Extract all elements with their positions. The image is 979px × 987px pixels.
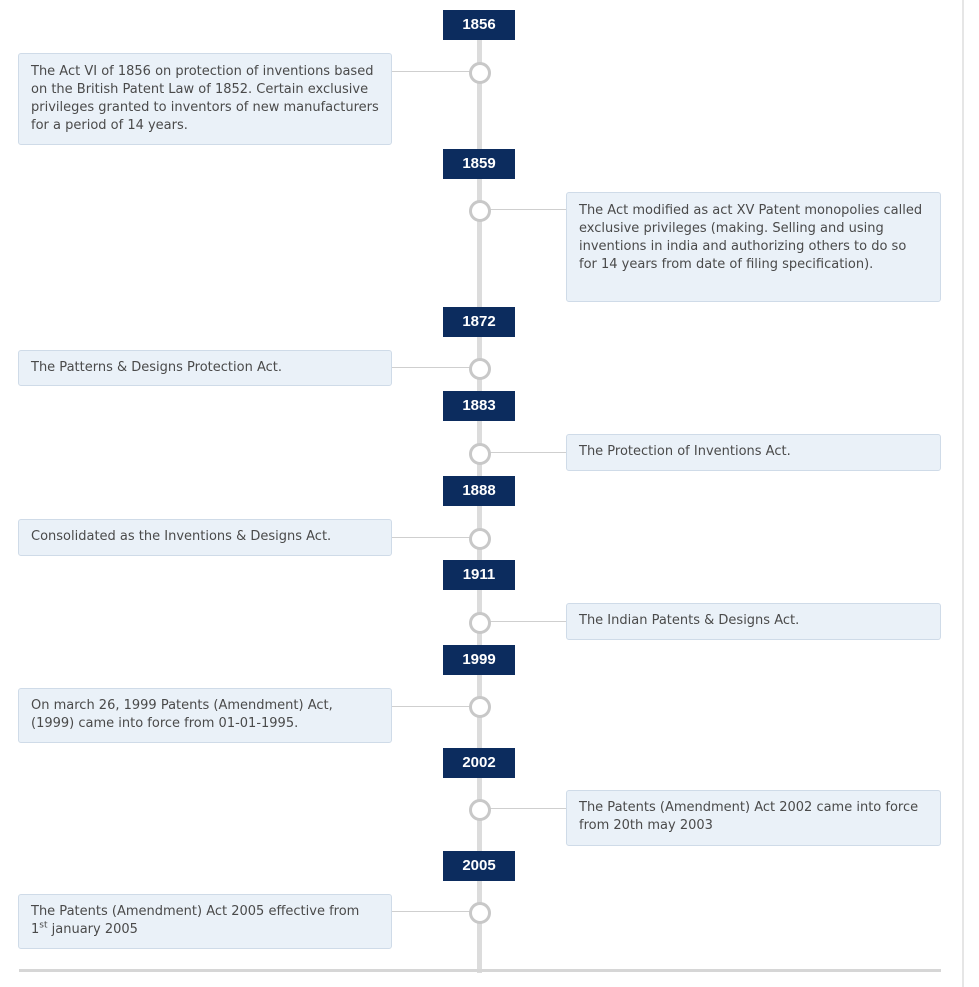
- event-text-1911: The Indian Patents & Designs Act.: [579, 613, 800, 628]
- connector-1859: [485, 209, 566, 210]
- event-text-2002: The Patents (Amendment) Act 2002 came into force from 20th may 2003: [579, 800, 919, 833]
- bottom-divider: [19, 969, 941, 972]
- event-card-1999: [18, 688, 392, 743]
- event-card-1872: [18, 350, 392, 386]
- event-card-1888: [18, 519, 392, 556]
- connector-1911: [485, 621, 566, 622]
- year-badge-2005: 2005: [443, 851, 515, 881]
- connector-2005: [392, 911, 472, 912]
- year-badge-1883: 1883: [443, 391, 515, 421]
- event-card-1911: [566, 603, 941, 640]
- timeline-node-1859: [469, 200, 491, 222]
- year-badge-1999: 1999: [443, 645, 515, 675]
- timeline-node-2002: [469, 799, 491, 821]
- connector-1888: [392, 537, 472, 538]
- event-card-1883: [566, 434, 941, 471]
- connector-1856: [392, 71, 472, 72]
- timeline-node-1872: [469, 358, 491, 380]
- page-edge-shadow: [962, 0, 964, 987]
- event-text-1856: The Act VI of 1856 on protection of inventions based on the British Patent Law of 1852. Certain exclusive privileges granted to inventors of new manufacturers for a period of 14 years.: [31, 64, 379, 133]
- event-card-2002: [566, 790, 941, 846]
- event-text-2005-end: january 2005: [47, 922, 138, 937]
- event-text-2005-superscript: st: [39, 920, 48, 931]
- event-card-2005: [18, 894, 392, 949]
- event-text-1999: On march 26, 1999 Patents (Amendment) Act, (1999) came into force from 01-01-1995.: [31, 698, 333, 731]
- year-badge-2002: 2002: [443, 748, 515, 778]
- timeline-node-1856: [469, 62, 491, 84]
- timeline-node-1888: [469, 528, 491, 550]
- year-badge-1859: 1859: [443, 149, 515, 179]
- connector-1883: [485, 452, 566, 453]
- event-text-1888: Consolidated as the Inventions & Designs Act.: [31, 529, 332, 544]
- timeline-node-1883: [469, 443, 491, 465]
- connector-1872: [392, 367, 472, 368]
- event-card-1859: [566, 192, 941, 302]
- event-card-1856: [18, 53, 392, 145]
- year-badge-1856: 1856: [443, 10, 515, 40]
- connector-1999: [392, 706, 472, 707]
- timeline-node-2005: [469, 902, 491, 924]
- event-text-1883: The Protection of Inventions Act.: [579, 444, 791, 459]
- timeline-node-1911: [469, 612, 491, 634]
- year-badge-1888: 1888: [443, 476, 515, 506]
- event-text-2005-main: The Patents (Amendment) Act 2005 effective from 1: [31, 904, 360, 937]
- timeline-node-1999: [469, 696, 491, 718]
- connector-2002: [485, 808, 566, 809]
- year-badge-1872: 1872: [443, 307, 515, 337]
- event-text-1859: The Act modified as act XV Patent monopolies called exclusive privileges (making. Selling and using inventions in india and authorizing others to do so for 14 years from date of filing specification).: [579, 203, 923, 272]
- year-badge-1911: 1911: [443, 560, 515, 590]
- event-text-1872: The Patterns & Designs Protection Act.: [31, 360, 282, 375]
